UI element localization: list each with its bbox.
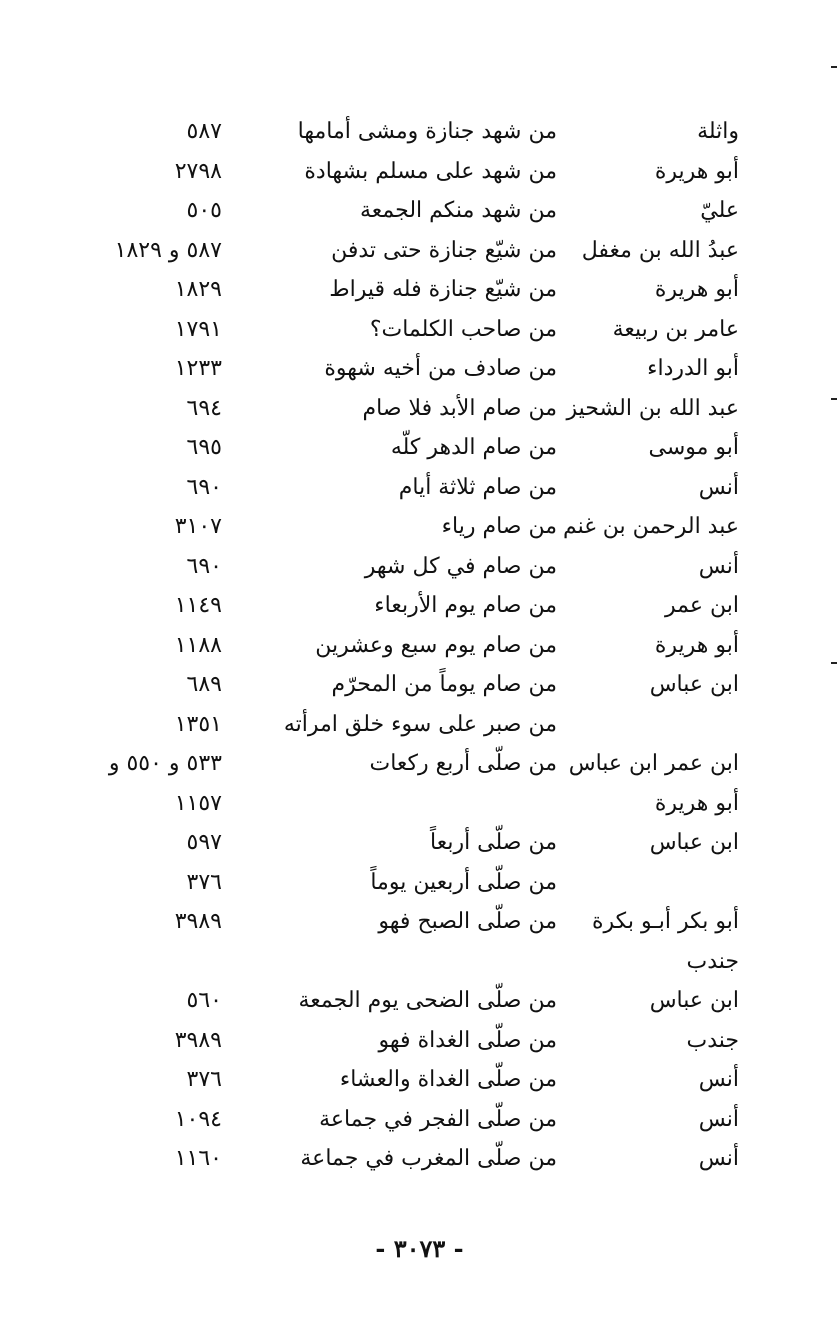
hadith-text: من صلّى أربع ركعات [369,751,557,776]
narrator-name: ابن عمر [665,593,739,618]
narrator-name: ابن عباس [649,988,739,1013]
narrator-name: عبد الرحمن بن غنم [563,514,739,539]
reference-number: ٥٩٧ [186,830,222,855]
hadith-text: من صبر على سوء خلق امرأته [283,711,557,737]
hadith-text: من صلّى الغداة فهو [378,1027,557,1053]
index-row [0,231,839,271]
reference-number: ١١٨٨ [174,632,222,658]
narrator-name: ابن عباس [649,830,739,855]
narrator-name: أنس [698,474,739,500]
narrator-name: أبو هريرة [654,790,739,816]
page-number: - ٣٠٧٣ - [375,1234,464,1263]
index-row [0,784,839,824]
narrator-name: أبو الدرداء [647,356,739,381]
reference-number: ٦٩٤ [186,395,222,421]
index-row [0,981,839,1021]
index-row [0,349,839,389]
reference-number: ١١٦٠ [174,1146,222,1171]
reference-number: ٦٩٥ [186,435,222,460]
hadith-index-table [0,112,839,1179]
narrator-name: جندب [686,1027,739,1053]
index-row [0,310,839,350]
index-row [0,112,839,152]
reference-number: ١٨٢٩ [174,277,222,302]
index-row [0,823,839,863]
index-row [0,270,839,310]
narrator-name: عامر بن ربيعة [612,316,739,342]
narrator-name: عليّ [700,198,739,223]
index-row [0,665,839,705]
index-row [0,428,839,468]
reference-number: ٥٨٧ [186,119,222,144]
narrator-name: عبدُ الله بن مغفل [581,237,739,263]
hadith-text: من صلّى الغداة والعشاء [339,1067,557,1092]
hadith-text: من صلّى الضحى يوم الجمعة [298,988,557,1013]
index-row [0,389,839,429]
reference-number: ٦٩٠ [186,474,222,500]
hadith-text: من صام الأبد فلا صام [362,395,557,421]
reference-number: ٣٧٦ [186,1067,222,1092]
hadith-text: من صلّى الفجر في جماعة [319,1106,557,1132]
narrator-name: جندب [686,948,739,974]
reference-number: ٦٩٠ [186,553,222,579]
reference-number: ٦٨٩ [186,672,222,697]
index-row [0,942,839,982]
reference-number: ١٢٣٣ [174,356,222,381]
narrator-name: أنس [698,553,739,579]
reference-number: ١٧٩١ [174,316,222,342]
reference-number: ٥٨٧ و ١٨٢٩ [114,237,222,263]
reference-number: ١١٥٧ [174,790,222,816]
hadith-text: من صلّى أربعاً [430,830,557,855]
hadith-text: من صلّى المغرب في جماعة [300,1146,557,1171]
index-row [0,1021,839,1061]
index-row [0,507,839,547]
narrator-name: واثلة [697,119,739,144]
narrator-name: أبو هريرة [654,277,739,302]
reference-number: ٣٧٦ [186,869,222,895]
narrator-name: أنس [698,1067,739,1092]
hadith-text: من صام يوم سبع وعشرين [315,632,557,658]
index-row [0,1139,839,1179]
hadith-text: من صلّى أربعين يوماً [370,869,557,895]
hadith-text: من صلّى الصبح فهو [378,909,557,934]
hadith-text: من صام في كل شهر [364,553,557,579]
reference-number: ١٠٩٤ [174,1106,222,1132]
reference-number: ٢٧٩٨ [174,158,222,184]
reference-number: ٣١٠٧ [174,514,222,539]
index-row [0,626,839,666]
index-row [0,586,839,626]
reference-number: ٣٩٨٩ [174,909,222,934]
edge-mark [831,66,837,68]
reference-number: ١١٤٩ [174,593,222,618]
narrator-name: أنس [698,1106,739,1132]
index-row [0,152,839,192]
index-row [0,902,839,942]
narrator-name: أبو هريرة [654,632,739,658]
reference-number: ٥٣٣ و ٥٥٠ و [108,751,222,776]
index-row [0,191,839,231]
index-row [0,863,839,903]
hadith-text: من شهد جنازة ومشى أمامها [297,119,557,144]
hadith-text: من شيّع جنازة حتى تدفن [331,237,557,263]
hadith-text: من صام ثلاثة أيام [398,474,557,500]
hadith-text: من شيّع جنازة فله قيراط [329,277,557,302]
hadith-text: من صام الدهر كلّه [390,435,557,460]
hadith-text: من شهد منكم الجمعة [360,198,557,223]
narrator-name: أبو بكر أبـو بكرة [592,909,739,934]
narrator-name: ابن عباس [649,672,739,697]
narrator-name: أنس [698,1146,739,1171]
hadith-text: من صام رياء [441,514,557,539]
index-row [0,1100,839,1140]
hadith-text: من صام يوم الأربعاء [374,593,557,618]
index-row [0,744,839,784]
reference-number: ٥٦٠ [186,988,222,1013]
hadith-text: من صاحب الكلمات؟ [369,316,557,342]
narrator-name: أبو موسى [648,435,739,460]
narrator-name: أبو هريرة [654,158,739,184]
index-row [0,547,839,587]
hadith-text: من صادف من أخيه شهوة [324,356,557,381]
index-row [0,1060,839,1100]
hadith-text: من صام يوماً من المحرّم [331,672,557,697]
reference-number: ٥٠٥ [186,198,222,223]
reference-number: ٣٩٨٩ [174,1027,222,1053]
narrator-name: عبد الله بن الشحيز [566,395,739,421]
reference-number: ١٣٥١ [174,711,222,737]
index-row [0,705,839,745]
narrator-name: ابن عمر ابن عباس [568,751,739,776]
index-row [0,468,839,508]
hadith-text: من شهد على مسلم بشهادة [304,158,557,184]
